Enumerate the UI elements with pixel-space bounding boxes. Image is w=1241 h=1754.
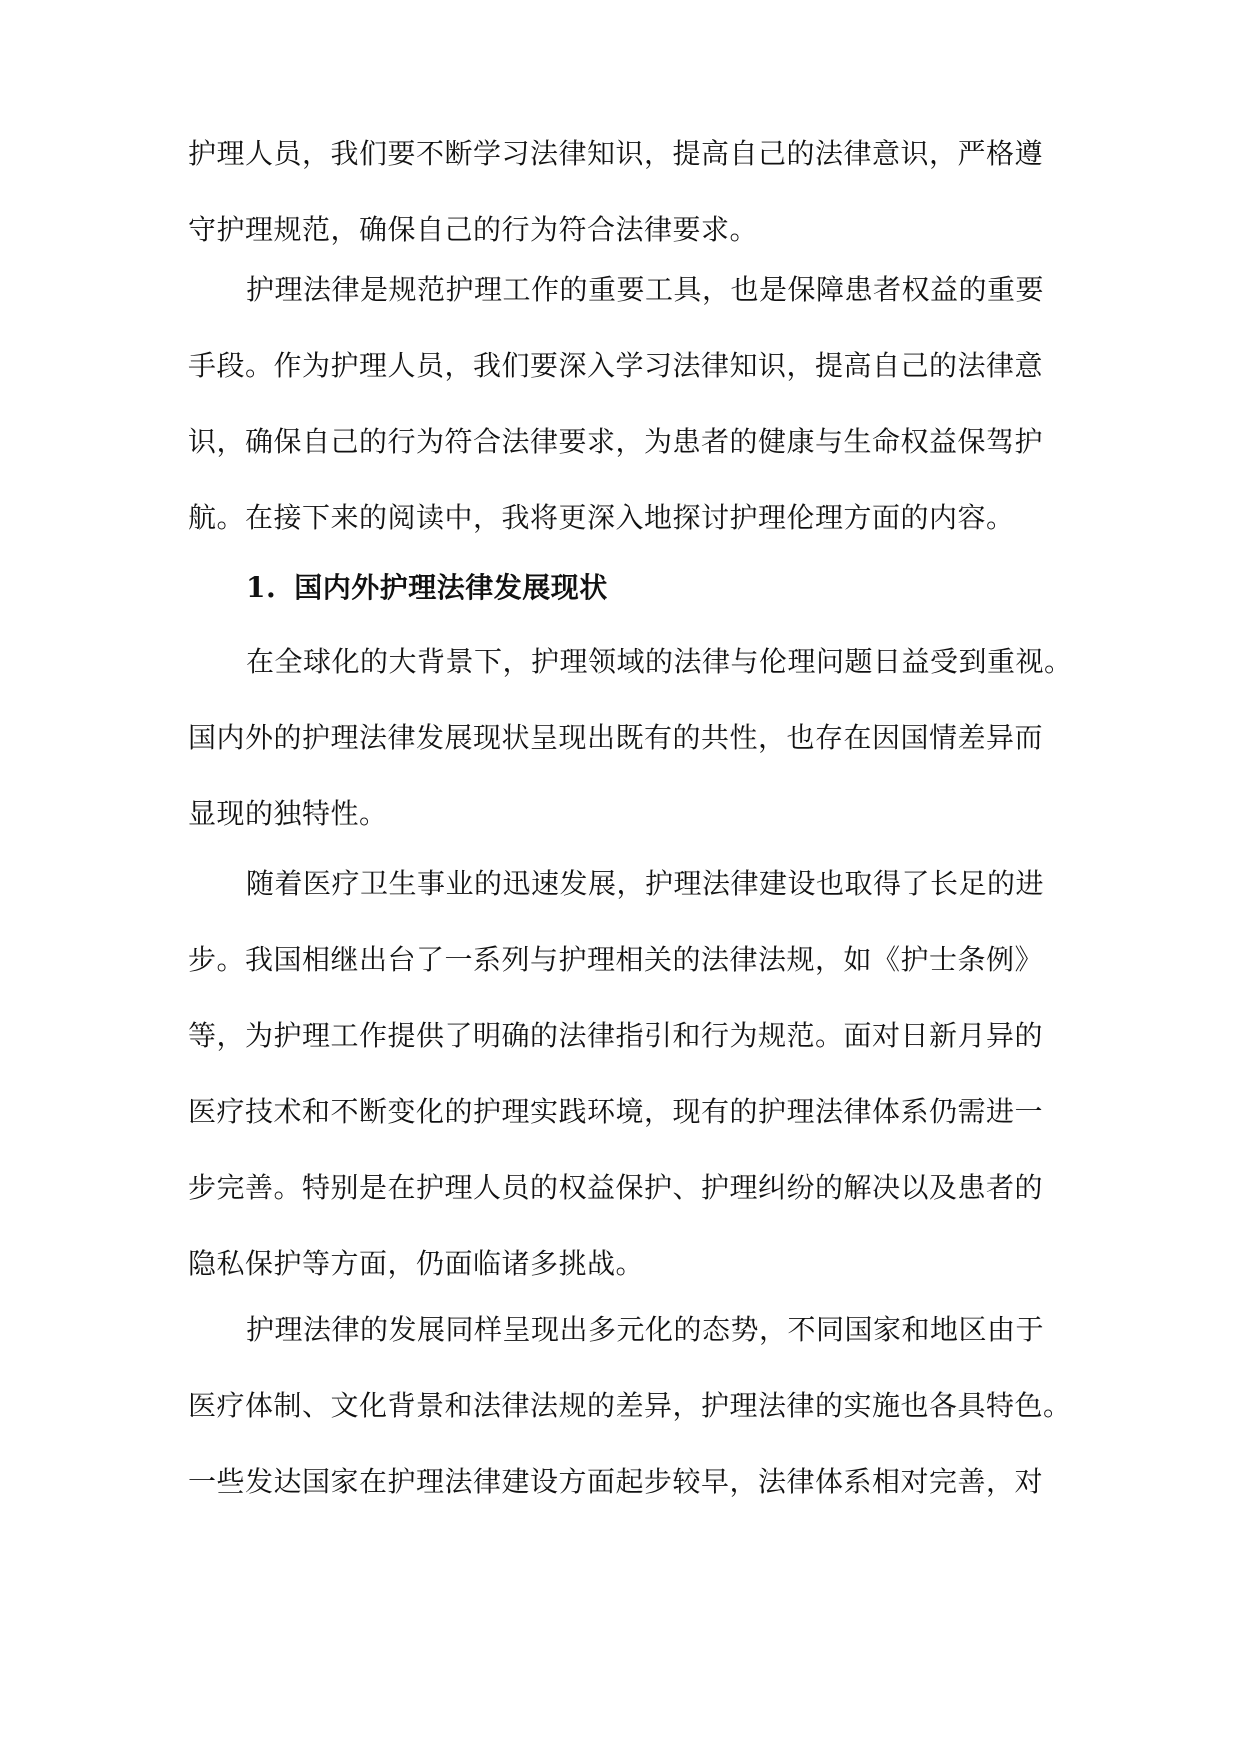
- paragraph-intro: [188, 116, 1050, 268]
- text-line: 护理法律是规范护理工作的重要工具，也是保障患者权益的重要: [246, 273, 1045, 306]
- paragraph-globalization: [188, 624, 1073, 852]
- paragraph-domestic: [188, 846, 1050, 1302]
- text-line: 随着医疗卫生事业的迅速发展，护理法律建设也取得了长足的进: [246, 867, 1045, 900]
- text-line: 等，为护理工作提供了明确的法律指引和行为规范。面对日新月异的: [188, 1019, 1044, 1052]
- text-line: 一些发达国家在护理法律建设方面起步较早，法律体系相对完善，对: [188, 1465, 1044, 1498]
- text-line: 识，确保自己的行为符合法律要求，为患者的健康与生命权益保驾护: [188, 425, 1044, 458]
- text-line: 步。我国相继出台了一系列与护理相关的法律法规，如《护士条例》: [188, 943, 1044, 976]
- text-line: 护理人员，我们要不断学习法律知识，提高自己的法律意识，严格遵: [188, 137, 1044, 170]
- text-line: 步完善。特别是在护理人员的权益保护、护理纠纷的解决以及患者的: [188, 1171, 1044, 1204]
- text-line: 在全球化的大背景下，护理领域的法律与伦理问题日益受到重视。: [246, 645, 1073, 678]
- section-heading: [188, 550, 1050, 626]
- paragraph-international: [188, 1292, 1072, 1520]
- text-line: 显现的独特性。: [188, 797, 388, 830]
- section-title: 国内外护理法律发展现状: [294, 571, 608, 604]
- text-line: 医疗体制、文化背景和法律法规的差异，护理法律的实施也各具特色。: [188, 1389, 1072, 1422]
- text-line: 航。在接下来的阅读中，我将更深入地探讨护理伦理方面的内容。: [188, 501, 1015, 534]
- section-number: 1.: [246, 571, 277, 604]
- paragraph-summary: [188, 252, 1050, 556]
- text-line: 守护理规范，确保自己的行为符合法律要求。: [188, 213, 759, 246]
- text-line: 医疗技术和不断变化的护理实践环境，现有的护理法律体系仍需进一: [188, 1095, 1044, 1128]
- text-line: 护理法律的发展同样呈现出多元化的态势，不同国家和地区由于: [246, 1313, 1045, 1346]
- text-line: 手段。作为护理人员，我们要深入学习法律知识，提高自己的法律意: [188, 349, 1044, 382]
- text-line: 国内外的护理法律发展现状呈现出既有的共性，也存在因国情差异而: [188, 721, 1044, 754]
- text-line: 隐私保护等方面，仍面临诸多挑战。: [188, 1247, 645, 1280]
